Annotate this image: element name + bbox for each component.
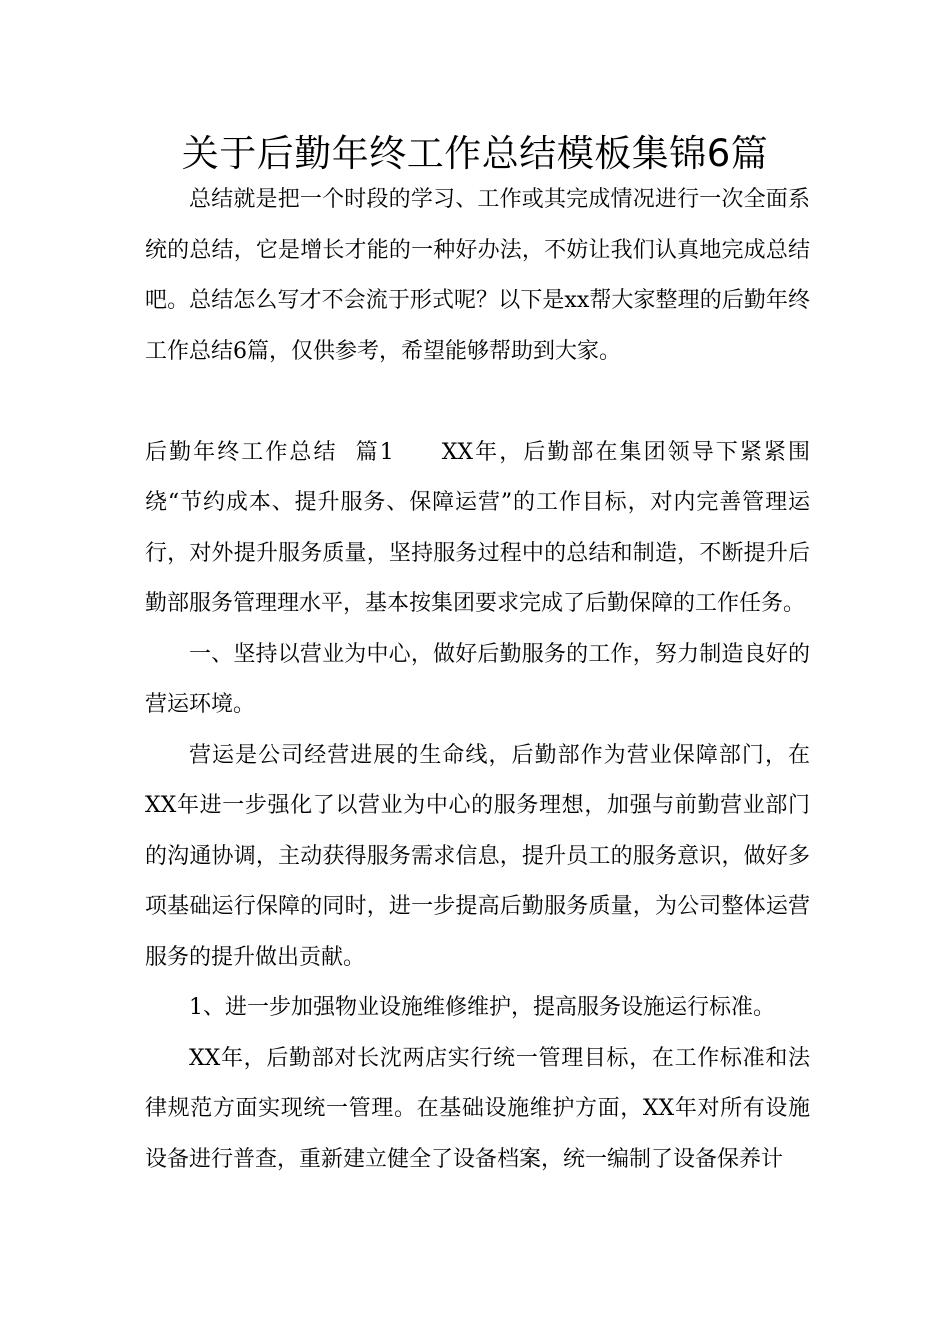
point-1-heading: 一、坚持以营业为中心，做好后勤服务的工作，努力制造良好的营运环境。 <box>145 641 810 717</box>
document-title: 关于后勤年终工作总结模板集锦6篇 <box>181 132 769 175</box>
section-1-lead: XX年，后勤部在集团领导下紧紧围绕“节约成本、提升服务、保障运营”的工作目标，对内完善管理运行，对外提升服务质量，坚持服务过程中的总结和制造，不断提升后勤部服务管理理水平，基本按集团要求完成了后勤保障的工作任务。 <box>145 439 811 616</box>
sub-point-1-paragraph: XX年，后勤部对长沈两店实行统一管理目标，在工作标准和法律规范方面实现统一管理。在基础设施维护方面，XX年对所有设施设备进行普查，重新建立健全了设备档案，统一编制了设备保养计 <box>145 1045 810 1172</box>
section-1-paragraph <box>145 428 810 630</box>
section-1-heading: 后勤年终工作总结 篇1 <box>145 439 394 465</box>
point-1-paragraph: 营运是公司经营进展的生命线，后勤部作为营业保障部门，在XX年进一步强化了以营业为中心的服务理想，加强与前勤营业部门的沟通协调，主动获得服务需求信息，提升员工的服务意识，做好多项基础运行保障的同时，进一步提高后勤服务质量，为公司整体运营服务的提升做出贡献。 <box>145 742 810 970</box>
sub-point-1-heading: 1、进一步加强物业设施维修维护，提高服务设施运行标准。 <box>189 995 775 1020</box>
paragraph-spacer <box>145 377 810 428</box>
intro-paragraph: 总结就是把一个时段的学习、工作或其完成情况进行一次全面系统的总结，它是增长才能的一种好办法，不妨让我们认真地完成总结吧。总结怎么写才不会流于形式呢？以下是xx帮大家整理的后勤年终工作总结6篇，仅供参考，希望能够帮助到大家。 <box>145 187 810 364</box>
document-body <box>145 175 810 1185</box>
